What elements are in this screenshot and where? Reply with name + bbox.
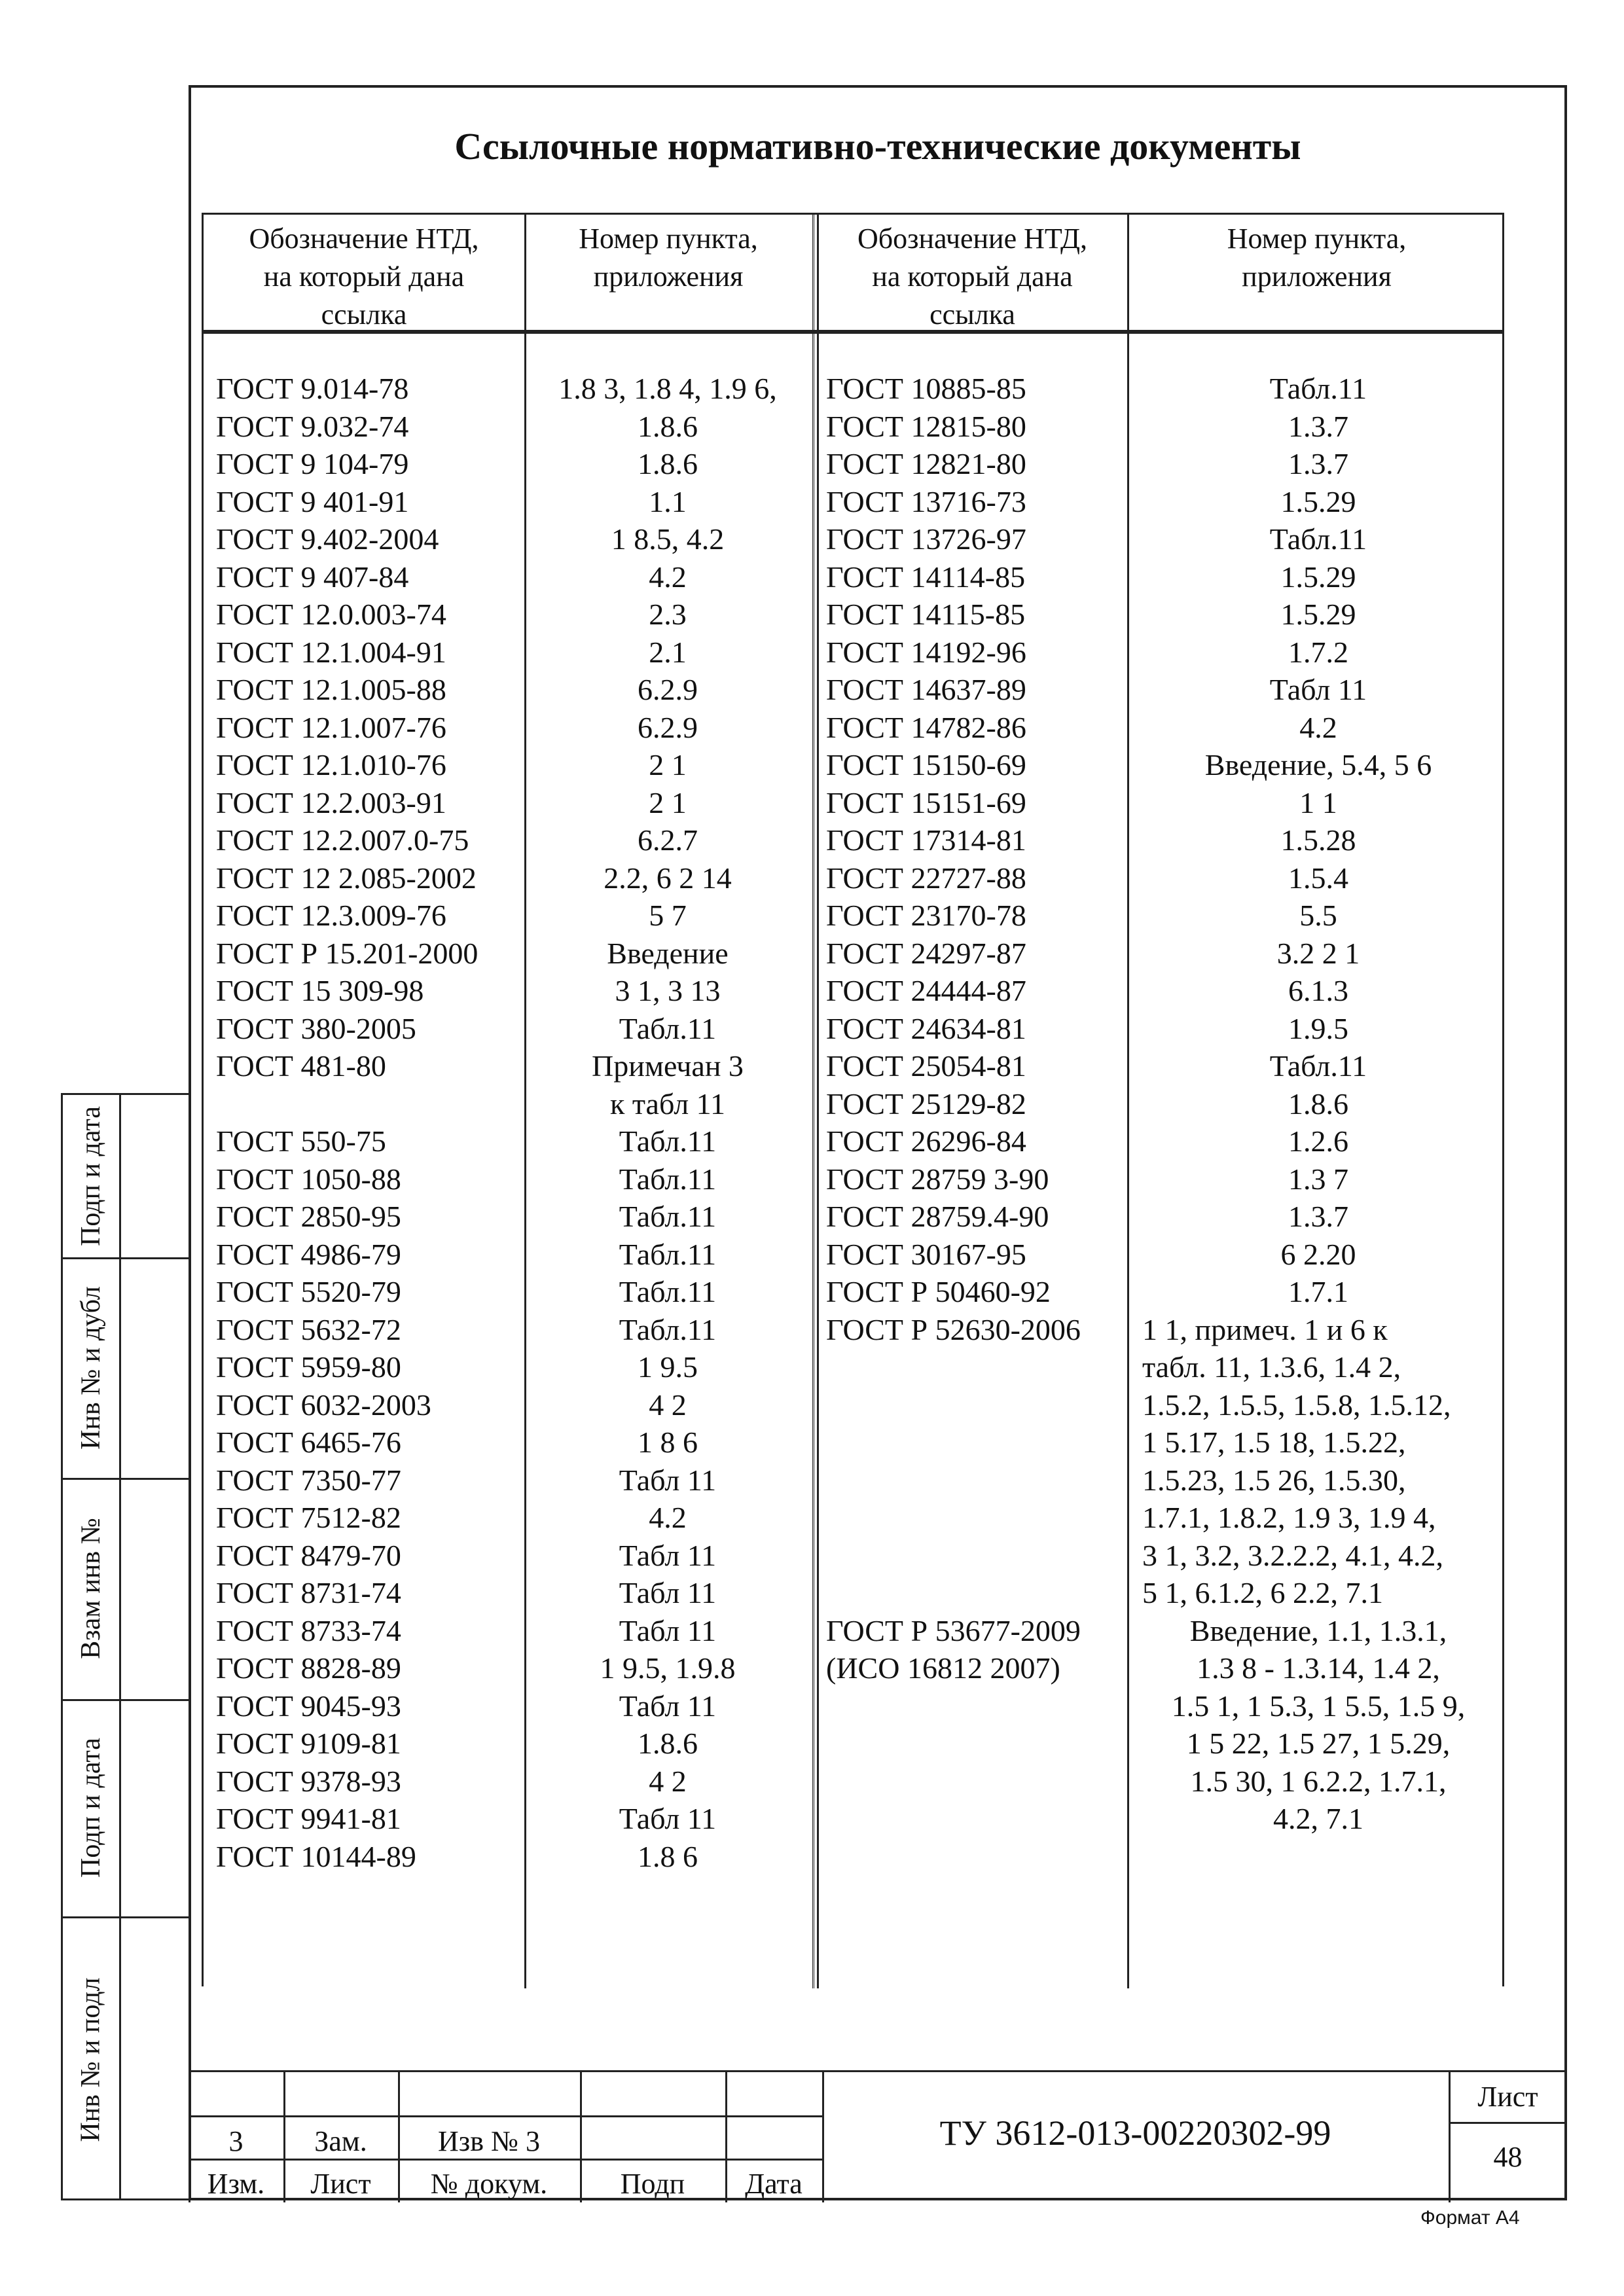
left-designation: ГОСТ 8733-74 xyxy=(216,1613,401,1647)
title-block xyxy=(189,2070,1567,2202)
right-clause-line: 5 1, 6.1.2, 6 2.2, 7.1 xyxy=(1142,1576,1383,1609)
left-designation: ГОСТ 481-80 xyxy=(216,1049,386,1083)
side-label-inv-dubl: Инв № и дубл xyxy=(76,1285,107,1450)
left-designation: ГОСТ 12.1.004-91 xyxy=(216,635,446,669)
stamp-rev-notice: Изв № 3 xyxy=(438,2125,540,2157)
right-clause: 6.1.3 xyxy=(1288,974,1348,1007)
right-designation: ГОСТ 30167-95 xyxy=(826,1237,1026,1271)
left-clause: 6.2.9 xyxy=(638,673,698,706)
left-clause: 2 1 xyxy=(649,748,687,781)
right-designation: ГОСТ 22727-88 xyxy=(826,861,1026,895)
right-clause: 3.2 2 1 xyxy=(1276,936,1360,970)
right-clause: Табл.11 xyxy=(1269,1049,1367,1083)
left-clause: 4.2 xyxy=(649,560,687,594)
left-clause: Табл 11 xyxy=(619,1576,717,1609)
right-clause-line: табл. 11, 1.3.6, 1.4 2, xyxy=(1142,1350,1401,1384)
left-designation: ГОСТ 380-2005 xyxy=(216,1011,416,1045)
document-designation: ТУ 3612-013-00220302-99 xyxy=(939,2113,1331,2153)
right-designation: ГОСТ 13716-73 xyxy=(826,484,1026,518)
left-clause: 6.2.7 xyxy=(638,823,698,857)
left-clause: 1 9.5, 1.9.8 xyxy=(600,1651,736,1685)
left-designation: ГОСТ 2850-95 xyxy=(216,1200,401,1233)
left-clause: 1 9.5 xyxy=(638,1350,698,1384)
left-clause: к табл 11 xyxy=(610,1086,725,1121)
stamp-col-izm: Изм. xyxy=(207,2168,265,2200)
right-clause: 6 2.20 xyxy=(1280,1237,1356,1271)
right-designation: ГОСТ 15150-69 xyxy=(826,748,1026,781)
left-designation: ГОСТ 7512-82 xyxy=(216,1501,401,1534)
right-designation: ГОСТ 28759.4-90 xyxy=(826,1200,1049,1233)
left-clause: Табл 11 xyxy=(619,1689,717,1723)
right-clause: 1.5.29 xyxy=(1280,598,1356,631)
right-designation: ГОСТ 26296-84 xyxy=(826,1124,1026,1158)
right-clause: 1.9.5 xyxy=(1288,1011,1348,1045)
left-designation: ГОСТ 9378-93 xyxy=(216,1764,401,1798)
left-clause: Табл.11 xyxy=(619,1011,717,1045)
left-designation: ГОСТ 9045-93 xyxy=(216,1689,401,1723)
left-designation: ГОСТ 9 104-79 xyxy=(216,447,409,480)
right-designation: ГОСТ 23170-78 xyxy=(826,899,1026,932)
left-clause: 4 2 xyxy=(649,1388,687,1422)
left-clause: 1 8.5, 4.2 xyxy=(611,522,725,556)
left-designation: ГОСТ 6465-76 xyxy=(216,1426,401,1459)
left-clause: Табл.11 xyxy=(619,1275,717,1308)
right-clause-line: 1.3 8 - 1.3.14, 1.4 2, xyxy=(1197,1651,1440,1685)
left-clause: 2.1 xyxy=(649,635,687,669)
right-designation: ГОСТ 17314-81 xyxy=(826,823,1026,857)
left-designation: ГОСТ 550-75 xyxy=(216,1124,386,1158)
stamp-col-doc: № докум. xyxy=(430,2168,548,2200)
right-designation: ГОСТ 12821-80 xyxy=(826,447,1026,480)
side-label-sign-date-2: Подп и дата xyxy=(76,1738,107,1878)
left-clause: Табл.11 xyxy=(619,1162,717,1196)
right-clause: 1.7.2 xyxy=(1288,635,1348,669)
left-clause: 2 1 xyxy=(649,785,687,819)
left-designation: ГОСТ 12.2.003-91 xyxy=(216,785,446,819)
right-designation: ГОСТ 28759 3-90 xyxy=(826,1162,1049,1196)
right-clause-line: 1.7.1, 1.8.2, 1.9 3, 1.9 4, xyxy=(1142,1501,1436,1534)
right-designation: ГОСТ 24444-87 xyxy=(826,974,1026,1007)
left-clause: 1 8 6 xyxy=(638,1426,698,1459)
right-designation: ГОСТ 15151-69 xyxy=(826,785,1026,819)
left-designation: ГОСТ Р 15.201-2000 xyxy=(216,936,478,970)
right-clause-line: Введение, 1.1, 1.3.1, xyxy=(1189,1613,1447,1647)
side-label-sign-date-1: Подп и дата xyxy=(76,1106,107,1246)
left-clause: 1.8.6 xyxy=(638,447,698,480)
right-designation: ГОСТ 25129-82 xyxy=(826,1086,1026,1121)
right-designation: ГОСТ Р 53677-2009 xyxy=(826,1613,1081,1647)
right-clause: Табл.11 xyxy=(1269,372,1367,405)
right-clause: Табл 11 xyxy=(1269,673,1367,706)
right-clause: 1.7.1 xyxy=(1288,1275,1348,1308)
right-designation: ГОСТ 13726-97 xyxy=(826,522,1026,556)
left-designation: ГОСТ 15 309-98 xyxy=(216,974,424,1007)
right-designation: (ИСО 16812 2007) xyxy=(826,1651,1060,1685)
left-clause: 6.2.9 xyxy=(638,710,698,744)
side-strip xyxy=(61,1093,189,2200)
right-designation: ГОСТ 12815-80 xyxy=(826,409,1026,443)
right-clause: 1.3.7 xyxy=(1288,447,1348,480)
left-designation: ГОСТ 12.3.009-76 xyxy=(216,899,446,932)
format-label: Формат А4 xyxy=(1420,2207,1520,2229)
left-designation: ГОСТ 9.402-2004 xyxy=(216,522,439,556)
left-designation: ГОСТ 12 2.085-2002 xyxy=(216,861,477,895)
left-clause: Введение xyxy=(607,936,729,970)
stamp-col-sign: Подп xyxy=(620,2168,685,2200)
right-clause-line: 1.5.23, 1.5 26, 1.5.30, xyxy=(1142,1463,1406,1497)
right-designation: ГОСТ Р 50460-92 xyxy=(826,1275,1051,1308)
left-clause: 4 2 xyxy=(649,1764,687,1798)
stamp-rev-number: 3 xyxy=(228,2125,244,2157)
sheet-number: 48 xyxy=(1493,2141,1523,2173)
right-clause: 1.3.7 xyxy=(1288,409,1348,443)
sheet-label: Лист xyxy=(1477,2081,1538,2113)
left-clause: 1.8 6 xyxy=(638,1839,698,1873)
right-designation: ГОСТ 25054-81 xyxy=(826,1049,1026,1083)
right-designation: ГОСТ 14637-89 xyxy=(826,673,1026,706)
header-clause-1: Номер пункта, приложения xyxy=(579,223,758,293)
left-designation: ГОСТ 9 401-91 xyxy=(216,484,409,518)
left-designation: ГОСТ 5632-72 xyxy=(216,1312,401,1346)
left-clause: 2.3 xyxy=(649,598,687,631)
right-designation: ГОСТ 24634-81 xyxy=(826,1011,1026,1045)
right-clause: 1.8.6 xyxy=(1288,1086,1348,1121)
left-designation: ГОСТ 5959-80 xyxy=(216,1350,401,1384)
left-designation: ГОСТ 8479-70 xyxy=(216,1538,401,1572)
right-clause: 4.2 xyxy=(1299,710,1337,744)
left-clause: 1.1 xyxy=(649,484,687,518)
right-clause: 5.5 xyxy=(1299,899,1337,932)
left-clause: Табл 11 xyxy=(619,1802,717,1835)
right-designation: ГОСТ 14114-85 xyxy=(826,560,1026,594)
left-clause: Табл 11 xyxy=(619,1463,717,1497)
left-clause: 1.8.6 xyxy=(638,1727,698,1760)
left-designation: ГОСТ 6032-2003 xyxy=(216,1388,431,1422)
right-clause-line: 1.5 1, 1 5.3, 1 5.5, 1.5 9, xyxy=(1171,1689,1466,1723)
left-clause: 3 1, 3 13 xyxy=(615,974,721,1007)
right-clause-line: 3 1, 3.2, 3.2.2.2, 4.1, 4.2, xyxy=(1142,1538,1443,1572)
right-clause-line: 1 5.17, 1.5 18, 1.5.22, xyxy=(1142,1426,1406,1459)
right-clause: 1.3 7 xyxy=(1288,1162,1348,1196)
left-clause: 4.2 xyxy=(649,1501,687,1534)
left-designation: ГОСТ 4986-79 xyxy=(216,1237,401,1271)
left-designation: ГОСТ 8731-74 xyxy=(216,1576,401,1609)
side-label-vzam-inv: Взам инв № xyxy=(76,1518,106,1659)
left-designation: ГОСТ 9 407-84 xyxy=(216,560,409,594)
left-designation: ГОСТ 1050-88 xyxy=(216,1162,401,1196)
left-clause: Табл.11 xyxy=(619,1124,717,1158)
left-clause: Примечан 3 xyxy=(592,1049,744,1083)
right-clause-line: 1.5 30, 1 6.2.2, 1.7.1, xyxy=(1190,1764,1447,1798)
left-designation: ГОСТ 9.032-74 xyxy=(216,409,409,443)
left-designation: ГОСТ 5520-79 xyxy=(216,1275,401,1308)
left-designation: ГОСТ 9109-81 xyxy=(216,1727,401,1760)
left-clause: 1.8 3, 1.8 4, 1.9 6, xyxy=(558,372,777,405)
left-designation: ГОСТ 12.2.007.0-75 xyxy=(216,823,469,857)
right-clause: Табл.11 xyxy=(1269,522,1367,556)
left-clause: Табл 11 xyxy=(619,1538,717,1572)
stamp-rev-change: Зам. xyxy=(314,2125,367,2157)
left-designation: ГОСТ 12.1.007-76 xyxy=(216,710,446,744)
left-designation: ГОСТ 9941-81 xyxy=(216,1802,401,1835)
left-designation: ГОСТ 12.1.010-76 xyxy=(216,748,446,781)
right-clause-line: 1 1, примеч. 1 и 6 к xyxy=(1142,1312,1388,1346)
left-designation: ГОСТ 12.1.005-88 xyxy=(216,673,446,706)
stamp-col-date: Дата xyxy=(745,2168,803,2200)
right-clause: 1.5.29 xyxy=(1280,560,1356,594)
right-designation: ГОСТ 14782-86 xyxy=(826,710,1026,744)
page-title: Ссылочные нормативно-технические документы xyxy=(454,125,1301,168)
right-clause: 1.5.4 xyxy=(1288,861,1348,895)
right-clause: 1.5.29 xyxy=(1280,484,1356,518)
right-clause-line: 1.5.2, 1.5.5, 1.5.8, 1.5.12, xyxy=(1142,1388,1451,1422)
left-designation: ГОСТ 8828-89 xyxy=(216,1651,401,1685)
right-designation: ГОСТ 14192-96 xyxy=(826,635,1026,669)
left-clause: Табл.11 xyxy=(619,1312,717,1346)
left-clause: 1.8.6 xyxy=(638,409,698,443)
right-clause: Введение, 5.4, 5 6 xyxy=(1204,748,1432,781)
header-designation-1: Обозначение НТД, на который дана ссылка xyxy=(249,223,479,331)
side-label-inv-podl: Инв № и подл xyxy=(76,1977,107,2142)
left-clause: Табл.11 xyxy=(619,1237,717,1271)
right-clause: 1.3.7 xyxy=(1288,1200,1348,1233)
right-clause: 1.5.28 xyxy=(1280,823,1356,857)
right-clause: 1 1 xyxy=(1299,785,1337,819)
header-designation-2: Обозначение НТД, на который дана ссылка xyxy=(857,223,1088,331)
right-clause-line: 4.2, 7.1 xyxy=(1273,1802,1363,1835)
left-designation: ГОСТ 9.014-78 xyxy=(216,372,409,405)
right-designation: ГОСТ Р 52630-2006 xyxy=(826,1312,1081,1346)
right-clause-line: 1 5 22, 1.5 27, 1 5.29, xyxy=(1186,1727,1451,1760)
left-clause: 2.2, 6 2 14 xyxy=(604,861,732,895)
left-clause: 5 7 xyxy=(649,899,687,932)
left-designation: ГОСТ 7350-77 xyxy=(216,1463,401,1497)
header-clause-2: Номер пункта, приложения xyxy=(1227,223,1407,293)
left-clause: Табл.11 xyxy=(619,1200,717,1233)
stamp-col-list: Лист xyxy=(310,2168,371,2200)
left-designation: ГОСТ 10144-89 xyxy=(216,1839,416,1873)
left-clause: Табл 11 xyxy=(619,1613,717,1647)
right-clause: 1.2.6 xyxy=(1288,1124,1348,1158)
right-designation: ГОСТ 24297-87 xyxy=(826,936,1026,970)
right-designation: ГОСТ 10885-85 xyxy=(826,372,1026,405)
right-designation: ГОСТ 14115-85 xyxy=(826,598,1026,631)
left-designation: ГОСТ 12.0.003-74 xyxy=(216,598,446,631)
